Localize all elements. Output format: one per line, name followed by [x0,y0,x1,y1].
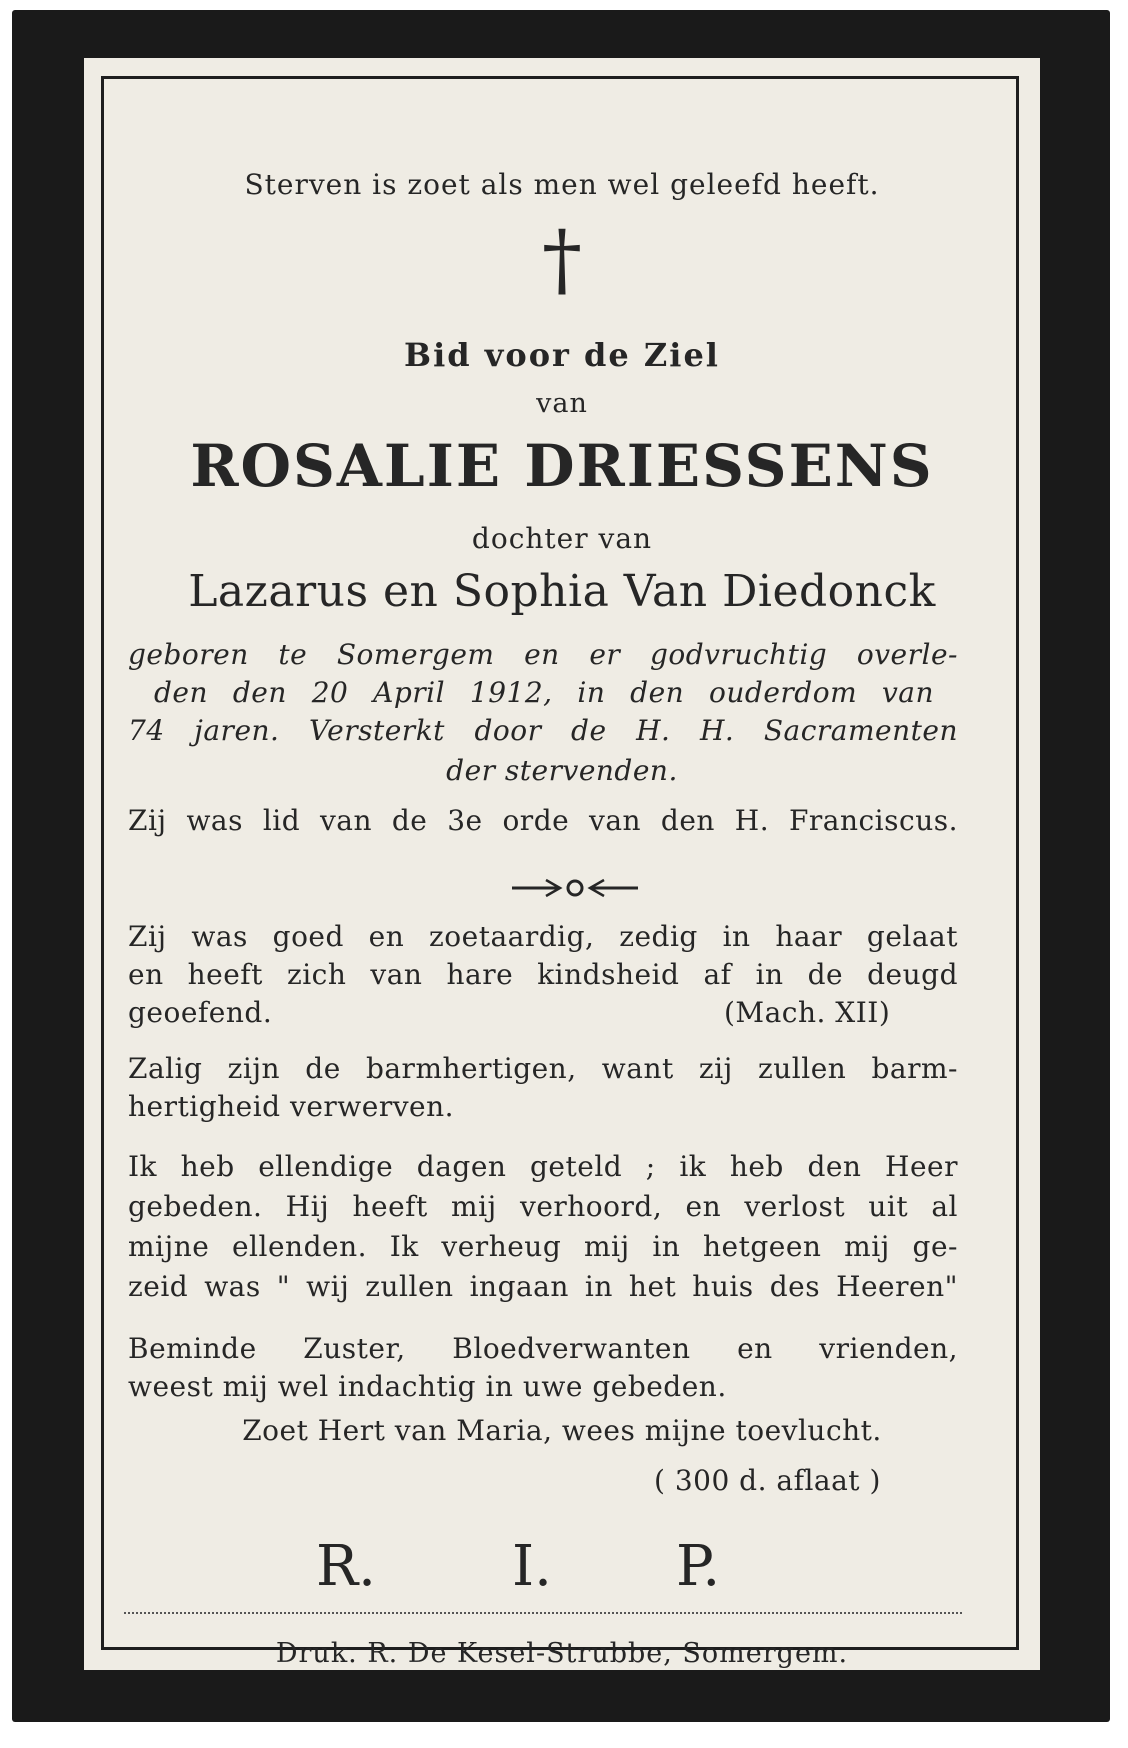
order-line: Zij was lid van de 3e orde van den H. Franciscus. [128,804,958,837]
paragraph-line: Zij was goed en zoetaardig, zedig in haar gelaat [128,920,958,953]
bio-line: geboren te Somergem en er godvruchtig overle- [128,638,958,671]
paragraph-line: weest mij wel indachtig in uwe gebeden. [128,1370,727,1403]
printer-credit: Druk. R. De Kesel-Strubbe, Somergem. [275,1638,849,1669]
paragraph-line: Beminde Zuster, Bloedverwanten en vrienden, [128,1332,958,1365]
motto: Sterven is zoet als men wel geleefd heeft. [244,168,880,201]
indulgence-note: ( 300 d. aflaat ) [654,1464,881,1497]
cross-icon: † [542,213,582,306]
rip-letter: P. [676,1534,721,1599]
paragraph-line: mijne ellenden. Ik verheug mij in hetgeen mij ge- [128,1230,958,1263]
paragraph-line: hertigheid verwerven. [128,1090,455,1123]
scripture-reference: (Mach. XII) [724,996,891,1029]
paragraph-line: Zalig zijn de barmhertigen, want zij zullen barm- [128,1052,958,1085]
paragraph-line: geoefend. [128,996,273,1029]
bio-line: den den 20 April 1912, in den ouderdom van [154,676,934,709]
card-paper [84,58,1040,1670]
ornament-divider-icon [510,876,640,900]
paragraph-line: en heeft zich van hare kindsheid af in de deugd [128,958,958,991]
bio-line: 74 jaren. Versterkt door de H. H. Sacramenten [128,714,958,747]
bio-line: der stervenden. [446,754,678,787]
dochter-van-label: dochter van [471,522,653,555]
invocation: Zoet Hert van Maria, wees mijne toevlucht. [242,1414,882,1447]
paragraph-line: Ik heb ellendige dagen geteld ; ik heb den Heer [128,1150,958,1183]
van-label: van [536,388,588,419]
dotted-divider [124,1612,962,1614]
prayer-heading: Bid voor de Ziel [404,336,720,374]
rip-letter: I. [512,1534,552,1599]
rip-letter: R. [316,1534,376,1599]
paragraph-line: zeid was " wij zullen ingaan in het huis des Heeren" [128,1270,958,1303]
paragraph-line: gebeden. Hij heeft mij verhoord, en verlost uit al [128,1190,958,1223]
card-content [84,58,1040,1670]
deceased-name: ROSALIE DRIESSENS [190,432,934,500]
memorial-card [12,10,1110,1722]
parents-names: Lazarus en Sophia Van Diedonck [188,566,936,617]
